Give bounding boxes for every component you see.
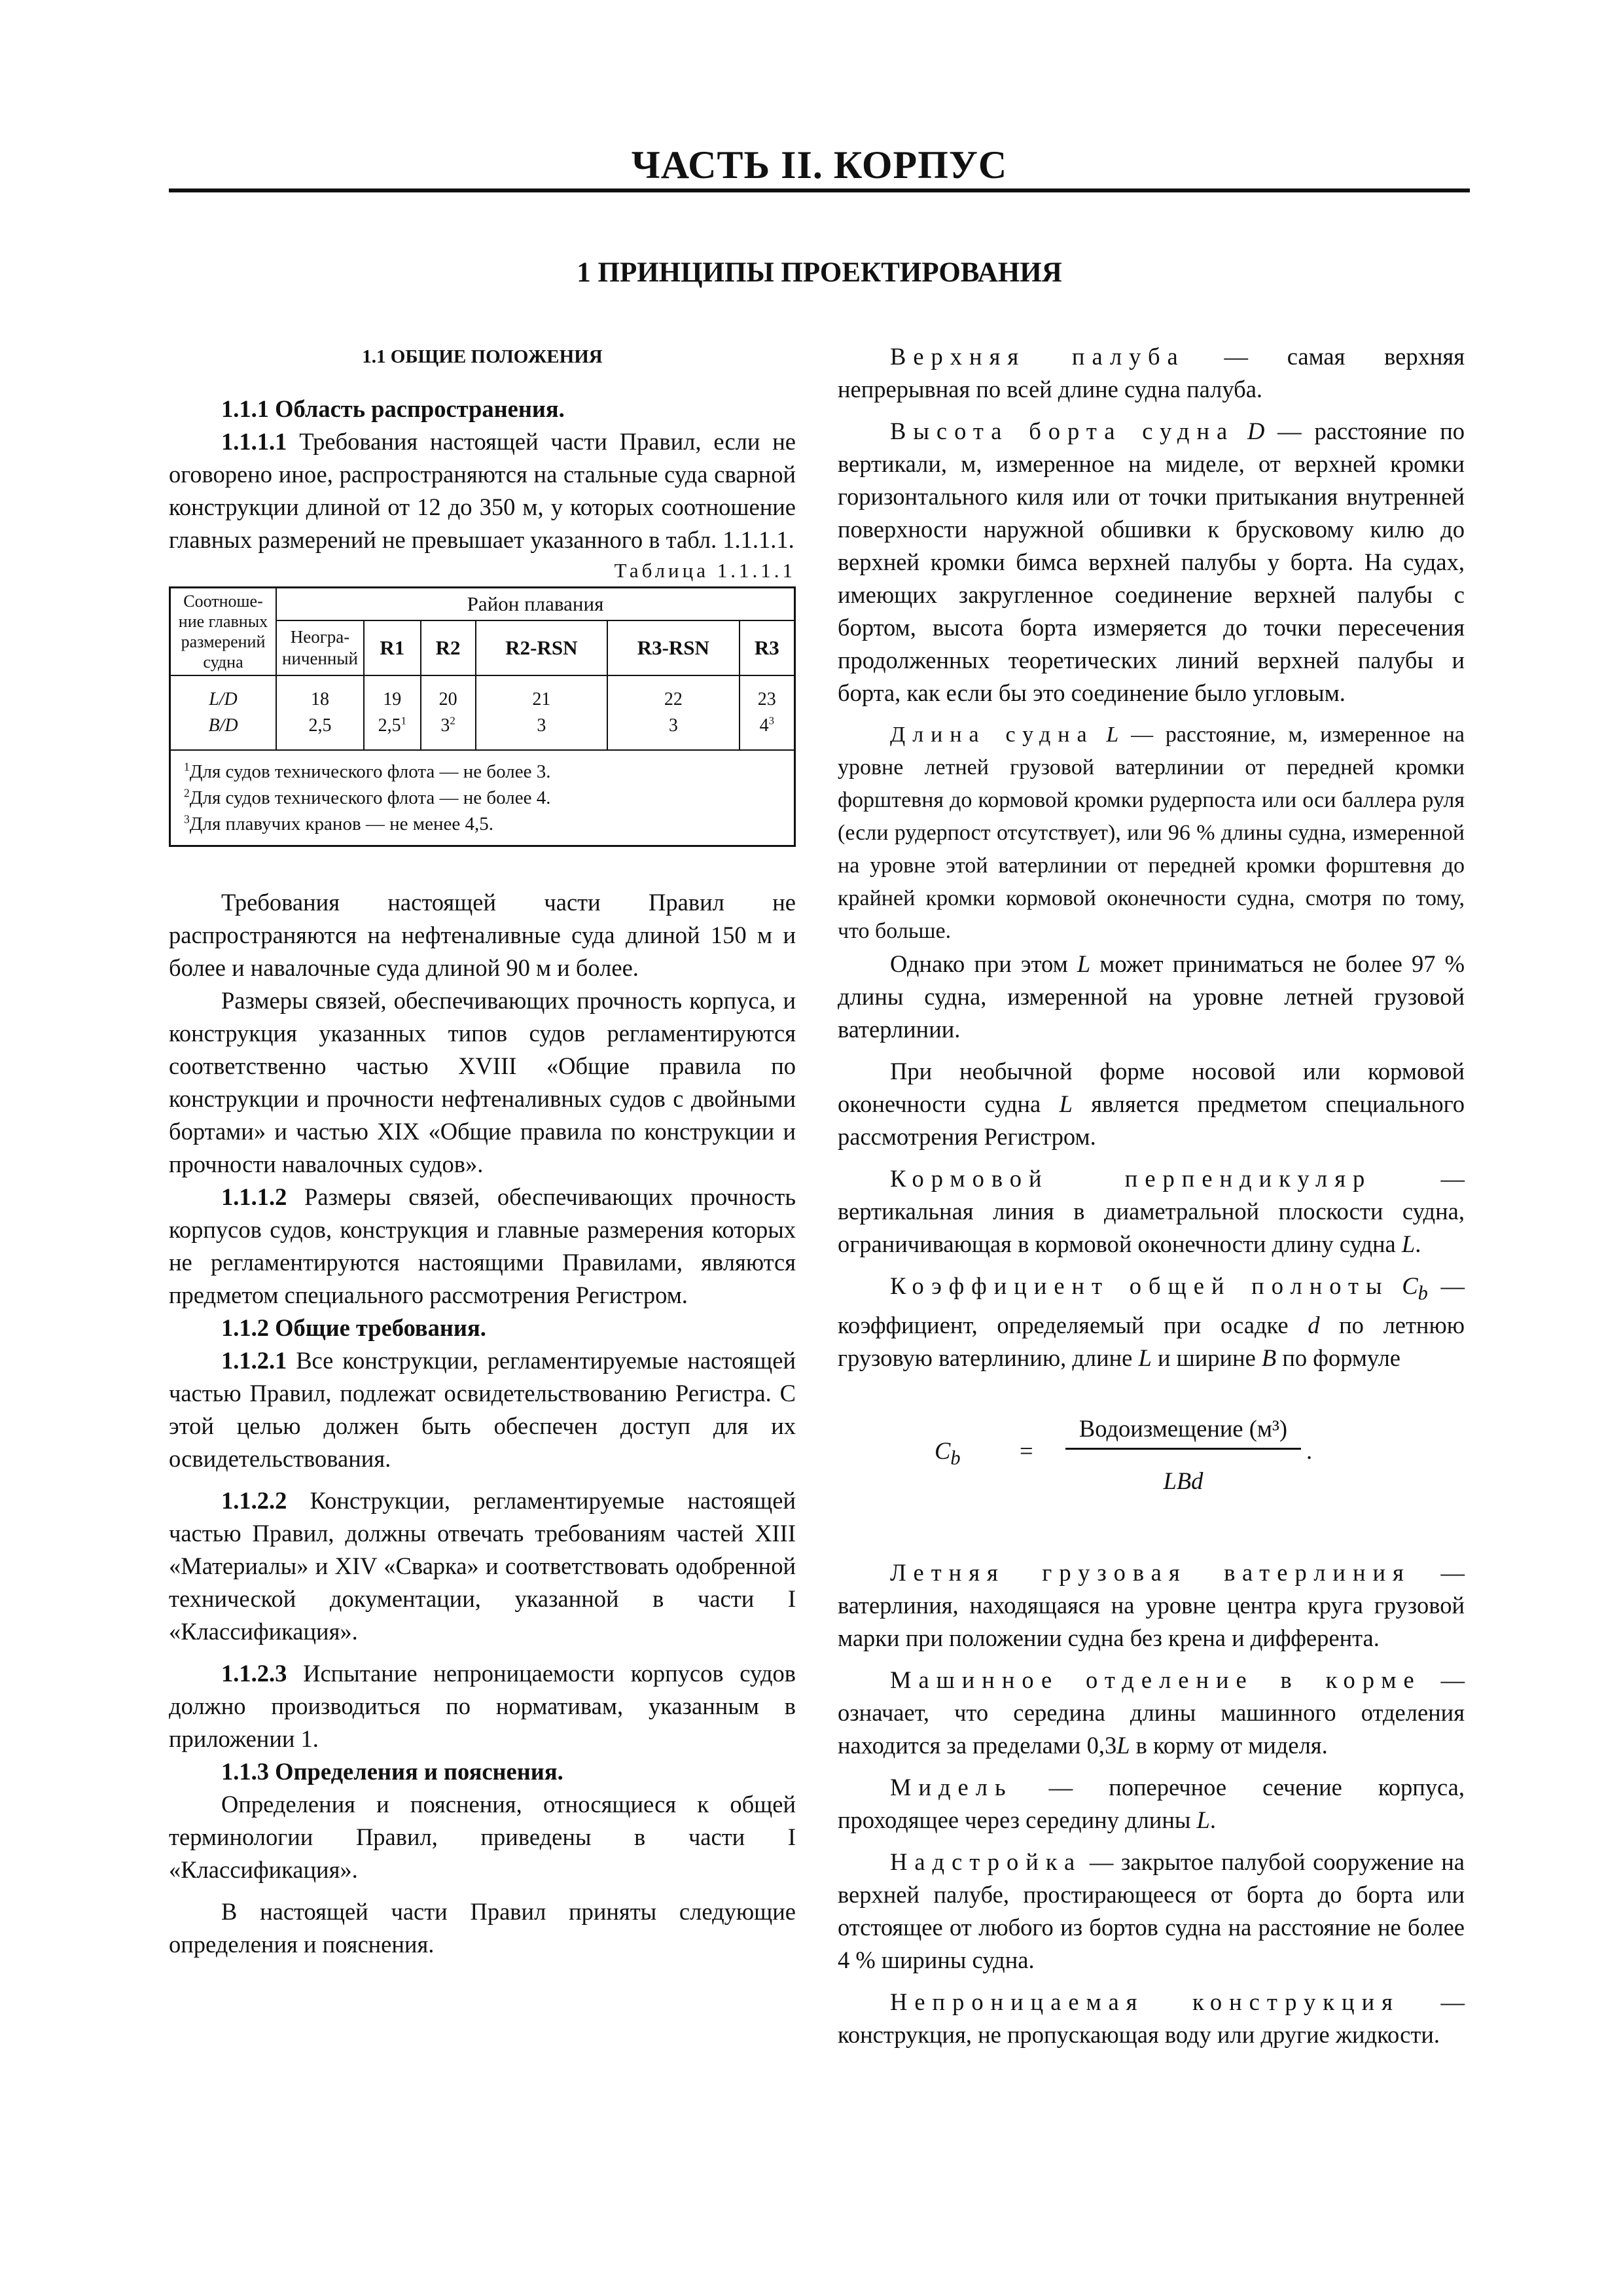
clause-number: 1.1.2.3 xyxy=(221,1660,287,1687)
table-header-ratio: Соотноше-ние главных размерений судна xyxy=(170,588,277,676)
definition-summer-waterline: Летняя грузовая ватерлиния — ватерлиния, находящаяся на уровне центра круга грузовой марки при положении судна без крена и дифферента. xyxy=(838,1559,1465,1652)
footnote-2: $^2$Для судов технического флота — не более 4. xyxy=(184,786,551,808)
value-l-d: 22 xyxy=(664,689,683,709)
row-label-l-d: L/D xyxy=(209,689,238,709)
value-l-d: 19 xyxy=(383,689,402,709)
value-b-d: 3 xyxy=(668,715,678,736)
footnote-3: $^3$Для плавучих кранов — не менее 4,5. xyxy=(184,812,494,834)
table-header-r3-rsn: R3-RSN xyxy=(607,620,739,675)
value-l-d: 20 xyxy=(438,689,457,709)
clause-text: Требования настоящей части Правил, если не оговорено иное, распространяются на стальные суда сварной конструкции длиной от 12 до 350 м, у которых соотношение главных размерений не превышает указанного в табл. 1.1.1.1. xyxy=(169,428,796,553)
value-b-d: 3 xyxy=(537,715,546,736)
clause-text: Испытание непроницаемости корпусов судов должно производиться по нормативам, указанным в приложении 1. xyxy=(169,1660,796,1752)
term: Летняя грузовая ватерлиния xyxy=(890,1559,1411,1587)
term: Длина судна xyxy=(890,723,1094,747)
clause-number: 1.1.2.2 xyxy=(221,1487,287,1514)
paragraph-exclusions: Требования настоящей части Правил не распространяются на нефтеналивные суда длиной 150 м и более и навалочные суда длиной 90 м и более. xyxy=(169,889,796,981)
clause-number: 1.1.1.1 xyxy=(221,428,287,455)
table-cell xyxy=(740,675,795,750)
table-cell xyxy=(607,675,739,750)
clause-text: Все конструкции, регламентируемые настоящей частью Правил, подлежат освидетельствованию Регистра. С этой целью должен быть обеспечен доступ для их освидетельствования. xyxy=(169,1347,796,1472)
table-header-unlimited: Неогра-ниченный xyxy=(276,620,364,675)
footnote-1: $^1$Для судов технического флота — не более 3. xyxy=(184,760,551,782)
definition-watertight: Непроницаемая конструкция — конструкция, не пропускающая воду или другие жидкости. xyxy=(838,1988,1465,2049)
table-row-labels xyxy=(170,675,277,750)
value-b-d: 2,5 xyxy=(308,715,332,736)
paragraph-1-1-2-1 xyxy=(169,1344,796,1475)
table-header-r3: R3 xyxy=(740,620,795,675)
definition-block-coefficient: Коэффициент общей полноты $C_b$ — коэффициент, определяемый при осадке d по летнюю грузовую ватерлинию, длине L и ширине B по формуле xyxy=(838,1272,1465,1372)
table-caption: Таблица 1.1.1.1 xyxy=(614,559,796,582)
definition-machinery-aft: Машинное отделение в корме — означает, что середина длины машинного отделения находится за пределами 0,3L в корму от миделя. xyxy=(838,1666,1465,1759)
term: Машинное отделение в корме xyxy=(890,1666,1421,1694)
table-cell xyxy=(364,675,421,750)
formula-numerator: Водоизмещение (м³) xyxy=(1065,1412,1301,1450)
clause-number: 1.1.1.2 xyxy=(221,1183,287,1210)
table-footnotes xyxy=(170,750,795,846)
clause-text: Размеры связей, обеспечивающих прочность корпусов судов, конструкция и главные размерения которых не регламентируются настоящими Правилами, являются предметом специального рассмотрения Регистром. xyxy=(169,1183,796,1308)
paragraph-scantlings: Размеры связей, обеспечивающих прочность корпуса, и конструкция указанных типов судов регламентируются соответственно частью XVIII «Общие правила по конструкции и прочности нефтеналивных судов с двойными бортами» и частью XIX «Общие правила по конструкции и прочности навалочных судов». xyxy=(169,987,796,1177)
paragraph-definitions-intro: В настоящей части Правил приняты следующие определения и пояснения. xyxy=(169,1898,796,1958)
clause-text: Конструкции, регламентируемые настоящей частью Правил, должны отвечать требованиям частей XIII «Материалы» и XIV «Сварка» и соответствовать одобренной технической документации, указанной в части I «Классификация». xyxy=(169,1487,796,1645)
formula-denominator: LBd xyxy=(1163,1467,1204,1495)
subsection-1-1-3-title: 1.1.3 Определения и пояснения. xyxy=(221,1758,563,1785)
block-coefficient-formula xyxy=(838,1412,1465,1511)
paragraph-1-1-2-2 xyxy=(169,1484,796,1648)
chapter-title: 1 ПРИНЦИПЫ ПРОЕКТИРОВАНИЯ xyxy=(577,257,1062,288)
table-cell xyxy=(476,675,607,750)
value-l-d: 23 xyxy=(757,689,776,709)
term: Кормовой перпендикуляр xyxy=(890,1165,1372,1192)
paragraph-1-1-1-1 xyxy=(169,425,796,556)
definition-length-special: При необычной форме носовой или кормовой оконечности судна L является предметом специального рассмотрения Регистром. xyxy=(838,1058,1465,1150)
definition-depth: Высота борта судна D — расстояние по вертикали, м, измеренное на миделе, от верхней кромки горизонтального киля или от точки притыкания внутренней поверхности наружной обшивки к брусковому килю до верхней кромки бимса верхней палубы у борта. На судах, имеющих закругленное соединение верхней палубы с бортом, высота борта измеряется до точки пересечения продолженных теоретических линий верхней палубы и борта, как если бы это соединение было угловым. xyxy=(838,418,1465,706)
clause-number: 1.1.2.1 xyxy=(221,1347,287,1374)
value-b-d: $3^2$ xyxy=(440,714,455,736)
table-header-r2-rsn: R2-RSN xyxy=(476,620,607,675)
term: Непроницаемая конструкция xyxy=(890,1988,1400,2016)
term: Мидель xyxy=(890,1774,1013,1801)
table-header-area: Район плавания xyxy=(276,588,795,620)
definition-length-note: Однако при этом L может приниматься не более 97 % длины судна, измеренной на уровне летней грузовой ватерлинии. xyxy=(838,950,1465,1043)
definition-length: Длина судна L — расстояние, м, измеренное на уровне летней грузовой ватерлинии от передней кромки форштевня до кормовой кромки рудерпоста или оси баллера руля (если рудерпост отсутствует), или 96 % длины судна, измеренной на уровне этой ватерлинии от передней кромки форштевня до крайней кромки кормовой оконечности судна, смотря по тому, что больше. xyxy=(838,723,1465,943)
paragraph-1-1-1-2 xyxy=(169,1181,796,1312)
row-label-b-d: B/D xyxy=(208,715,238,736)
term: Высота борта судна xyxy=(890,418,1235,444)
part-title: ЧАСТЬ II. КОРПУС xyxy=(631,143,1008,187)
value-l-d: 18 xyxy=(311,689,329,709)
right-column xyxy=(838,340,1465,2051)
term: Надстройка xyxy=(890,1848,1082,1876)
definition-superstructure: Надстройка — закрытое палубой сооружение на верхней палубе, простирающееся от борта до борта или отстоящее от любого из бортов судна на расстояние не более 4 % ширины судна. xyxy=(838,1848,1465,1974)
section-title: 1.1 ОБЩИЕ ПОЛОЖЕНИЯ xyxy=(362,346,603,367)
paragraph-definitions-ref: Определения и пояснения, относящиеся к общей терминологии Правил, приведены в части I «Классификация». xyxy=(169,1791,796,1883)
definition-upper-deck: Верхняя палуба — самая верхняя непрерывная по всей длине судна палуба. xyxy=(838,343,1465,403)
formula-equals: = xyxy=(1020,1437,1033,1465)
value-l-d: 21 xyxy=(532,689,551,709)
table-cell xyxy=(276,675,364,750)
table-cell xyxy=(421,675,476,750)
subsection-1-1-2-title: 1.1.2 Общие требования. xyxy=(221,1314,486,1341)
value-b-d: $4^3$ xyxy=(759,714,774,736)
table-header-r1: R1 xyxy=(364,620,421,675)
term: Коэффициент общей полноты xyxy=(890,1272,1389,1299)
value-b-d: $2,5^1$ xyxy=(378,714,406,736)
left-column xyxy=(169,340,796,1961)
definition-midship: Мидель — поперечное сечение корпуса, проходящее через середину длины L. xyxy=(838,1774,1465,1834)
formula-end: . xyxy=(1306,1437,1313,1465)
subsection-1-1-1-title: 1.1.1 Область распространения. xyxy=(221,395,565,422)
table-header-r2: R2 xyxy=(421,620,476,675)
term: Верхняя палуба xyxy=(890,343,1185,370)
formula-lhs: $C_b$ xyxy=(935,1437,961,1469)
paragraph-1-1-2-3 xyxy=(169,1657,796,1755)
ratio-table xyxy=(169,586,796,847)
title-rule xyxy=(169,188,1470,192)
definition-aft-perpendicular: Кормовой перпендикуляр — вертикальная линия в диаметральной плоскости судна, ограничивающая в кормовой оконечности длину судна L. xyxy=(838,1165,1465,1257)
